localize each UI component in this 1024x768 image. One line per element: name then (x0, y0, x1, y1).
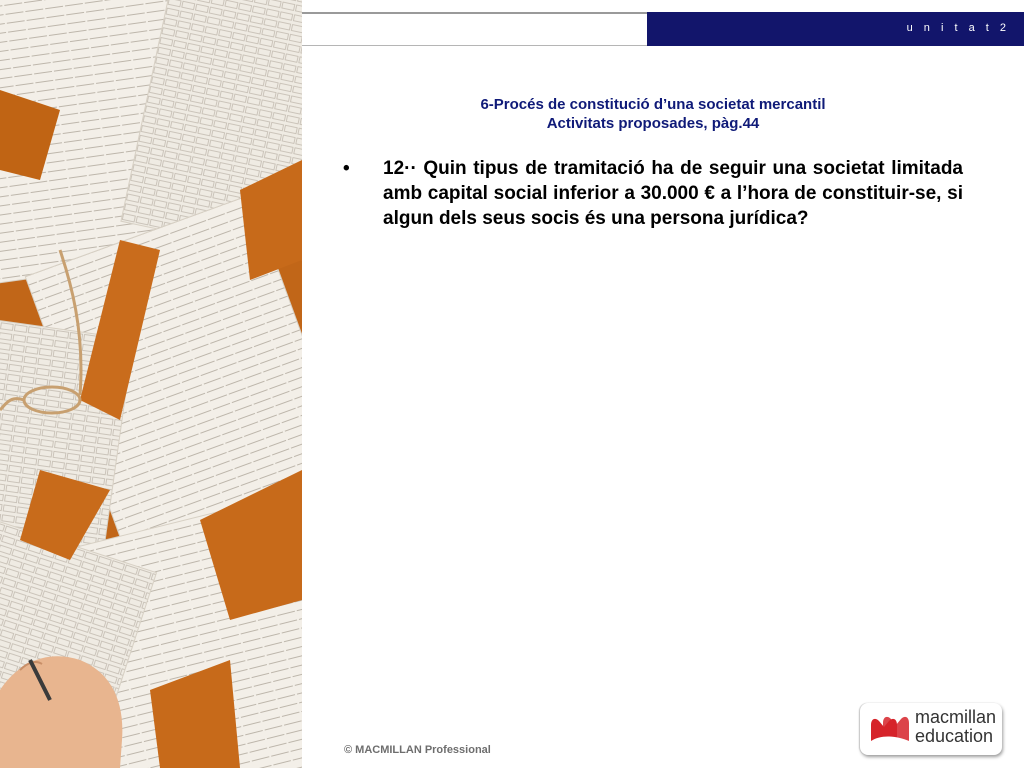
logo-line-2: education (915, 726, 994, 746)
header-bar (302, 12, 1024, 46)
macmillan-logo (860, 703, 1002, 755)
macmillan-logo-icon (870, 711, 910, 745)
copyright-text: © MACMILLAN Professional (344, 744, 491, 756)
title-line-2: Activitats proposades, pàg.44 (546, 115, 760, 132)
header-blue-segment (647, 12, 1024, 46)
bullet-symbol: • (343, 158, 350, 179)
title-line-1: 6-Procés de constitució d’una societat mercantil (480, 96, 826, 113)
header-white-segment (302, 12, 647, 46)
logo-wordmark (915, 708, 996, 746)
slide-title (302, 95, 1004, 133)
decorative-photo (0, 0, 302, 768)
logo-line-1: macmillan (915, 707, 997, 727)
unit-label: u n i t a t 2 (906, 22, 1010, 34)
bullet-question-text: 12·· Quin tipus de tramitació ha de seguir una societat limitada amb capital social inferior a 30.000 € a l’hora de constituir-se, si algun dels seus socis és una persona jurídica? (383, 158, 963, 229)
photo-illustration (0, 0, 302, 768)
